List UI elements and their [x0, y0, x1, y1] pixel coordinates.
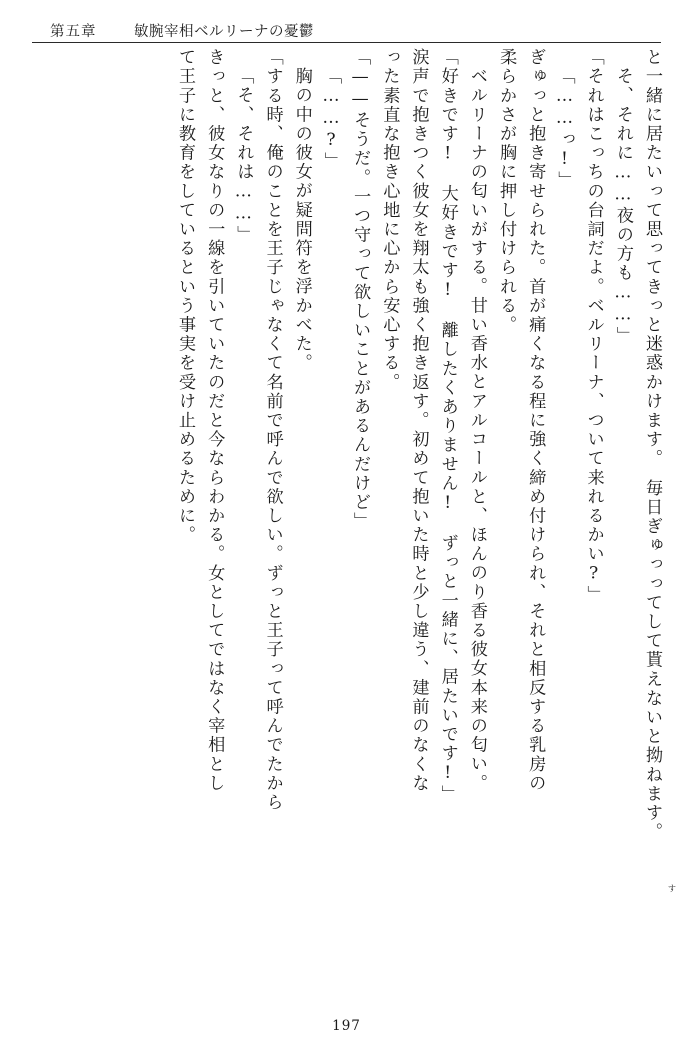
text-column: ベルリーナの匂いがする。甘い香水とアルコールと、ほんのり香る彼女本来の匂い。 — [466, 67, 487, 793]
text-column: 「する時、俺のことを王子じゃなくて名前で呼んで欲しい。ずっと王子って呼んでたから — [262, 48, 283, 812]
page-number: 197 — [332, 1018, 361, 1034]
text-column: 「——そうだ。一つ守って欲しいことがあるんだけど」 — [350, 48, 371, 532]
text-column: て王子に教育をしているという事実を受け止めるために。 — [175, 48, 195, 545]
text-column: きっと、彼女なりの一線を引いていたのだと今ならわかる。女としてではなく宰相とし — [204, 48, 225, 793]
text-column: 「そ、それは……」 — [233, 67, 254, 245]
chapter-title: 敏腕宰相ベルリーナの憂鬱 — [134, 24, 314, 40]
furigana-mark: す — [666, 884, 676, 893]
text-column: ぎゅっと抱き寄せられた。首が痛くなる程に強く締め付けられ、それと相反する乳房の — [525, 48, 546, 793]
header-divider — [32, 42, 661, 43]
text-column: 胸の中の彼女が疑問符を浮かべた。 — [291, 67, 312, 373]
text-column: そ、それに……夜の方も……」 — [612, 67, 633, 346]
text-column: と一緒に居たいって思ってきっと迷惑かけます。 毎日ぎゅっってして貰えないと拗ねます。 — [642, 48, 662, 842]
vertical-text-body — [34, 48, 660, 998]
page-header — [0, 16, 693, 42]
text-column: 「それはこっちの台詞だよ。ベルリーナ、ついて来れるかい?」 — [583, 48, 604, 605]
text-column: 「……っ!」 — [554, 67, 575, 190]
text-column: 「好きです! 大好きです! 離したくありません! ずっと一緒に、居たいです!」 — [437, 48, 458, 805]
text-column: 「……?」 — [320, 67, 341, 171]
text-column: 柔らかさが胸に押し付けられる。 — [496, 48, 517, 335]
text-column: 涙声で抱きつく彼女を翔太も強く抱き返す。初めて抱いた時と少し違う、建前のなくな — [408, 48, 429, 793]
chapter-label: 第五章 — [50, 24, 97, 40]
text-column: った素直な抱き心地に心から安心する。 — [379, 48, 400, 392]
